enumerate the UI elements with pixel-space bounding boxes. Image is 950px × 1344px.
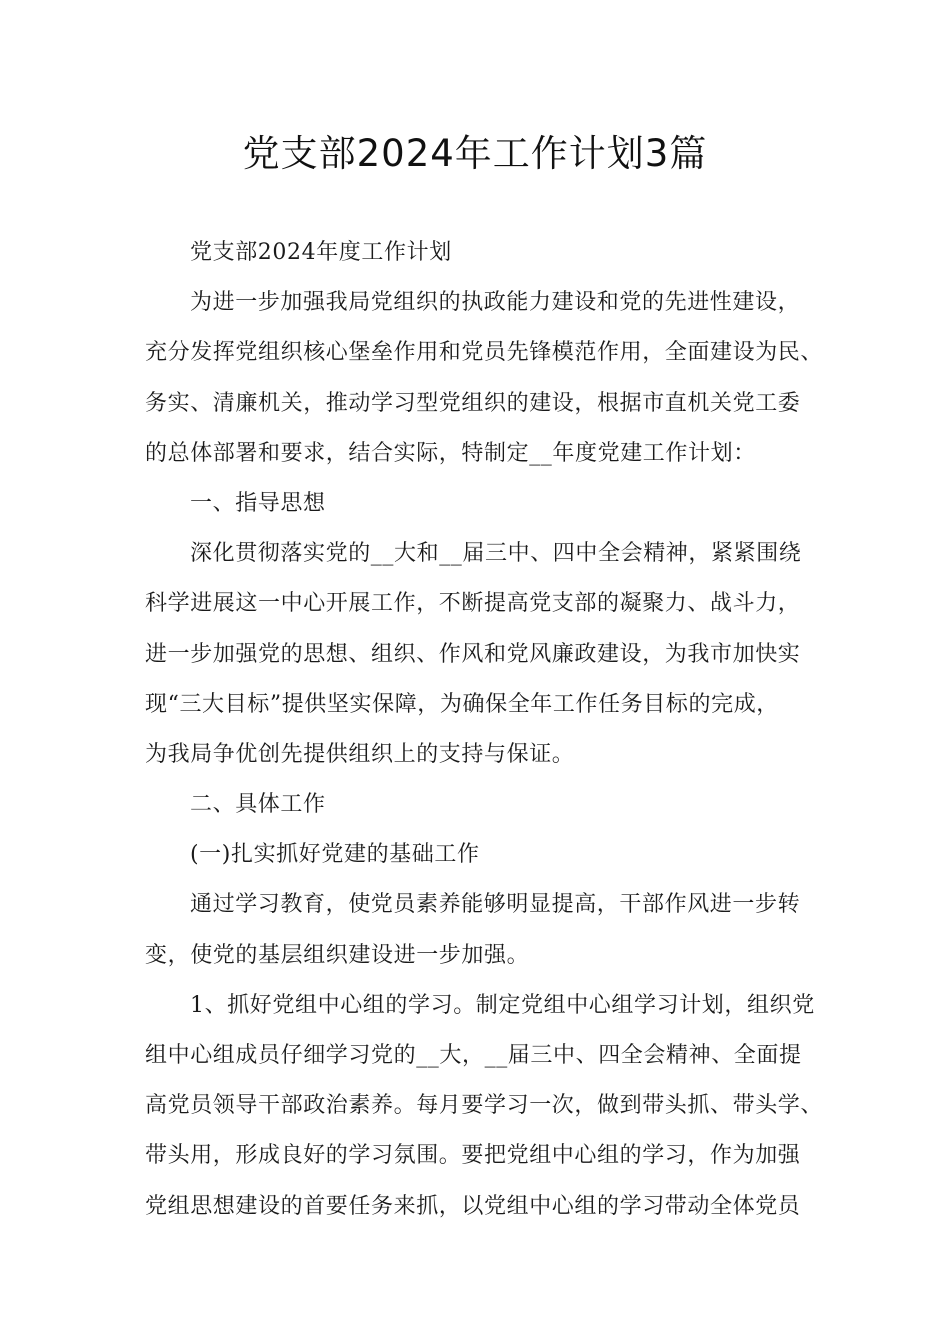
paragraph-line: 进一步加强党的思想、组织、作风和党风廉政建设，为我市加快实 bbox=[145, 641, 801, 667]
paragraph-line: 一、指导思想 bbox=[190, 490, 326, 516]
document-title: 党支部2024年工作计划3篇 bbox=[242, 132, 708, 175]
paragraph-line: 务实、清廉机关，推动学习型党组织的建设，根据市直机关党工委 bbox=[145, 390, 801, 416]
paragraph-line: 为我局争优创先提供组织上的支持与保证。 bbox=[145, 741, 575, 767]
paragraph-line: 组中心组成员仔细学习党的__大，__届三中、四全会精神、全面提 bbox=[145, 1043, 802, 1068]
paragraph-line: 为进一步加强我局党组织的执政能力建设和党的先进性建设， bbox=[190, 290, 801, 316]
paragraph-line: 党支部2024年度工作计划 bbox=[190, 240, 452, 265]
paragraph-line: 党组思想建设的首要任务来抓，以党组中心组的学习带动全体党员 bbox=[145, 1193, 801, 1219]
paragraph-line: 的总体部署和要求，结合实际，特制定__年度党建工作计划： bbox=[145, 440, 756, 466]
paragraph-line: 1、抓好党组中心组的学习。制定党组中心组学习计划，组织党 bbox=[190, 992, 815, 1018]
paragraph-line: (一)扎实抓好党建的基础工作 bbox=[190, 842, 480, 868]
paragraph-line: 带头用，形成良好的学习氛围。要把党组中心组的学习，作为加强 bbox=[145, 1143, 801, 1169]
paragraph-line: 深化贯彻落实党的__大和__届三中、四中全会精神，紧紧围绕 bbox=[190, 541, 802, 567]
paragraph-line: 通过学习教育，使党员素养能够明显提高，干部作风进一步转 bbox=[190, 892, 801, 918]
paragraph-line: 变，使党的基层组织建设进一步加强。 bbox=[145, 942, 530, 968]
paragraph-line: 高党员领导干部政治素养。每月要学习一次，做到带头抓、带头学、 bbox=[145, 1093, 824, 1119]
paragraph-line: 二、具体工作 bbox=[190, 792, 326, 818]
paragraph-line: 充分发挥党组织核心堡垒作用和党员先锋模范作用，全面建设为民、 bbox=[145, 340, 824, 366]
paragraph-line: 现“三大目标”提供坚实保障，为确保全年工作任务目标的完成， bbox=[145, 691, 779, 717]
document-body bbox=[145, 228, 825, 1232]
paragraph-line: 科学进展这一中心开展工作，不断提高党支部的凝聚力、战斗力， bbox=[145, 591, 801, 617]
